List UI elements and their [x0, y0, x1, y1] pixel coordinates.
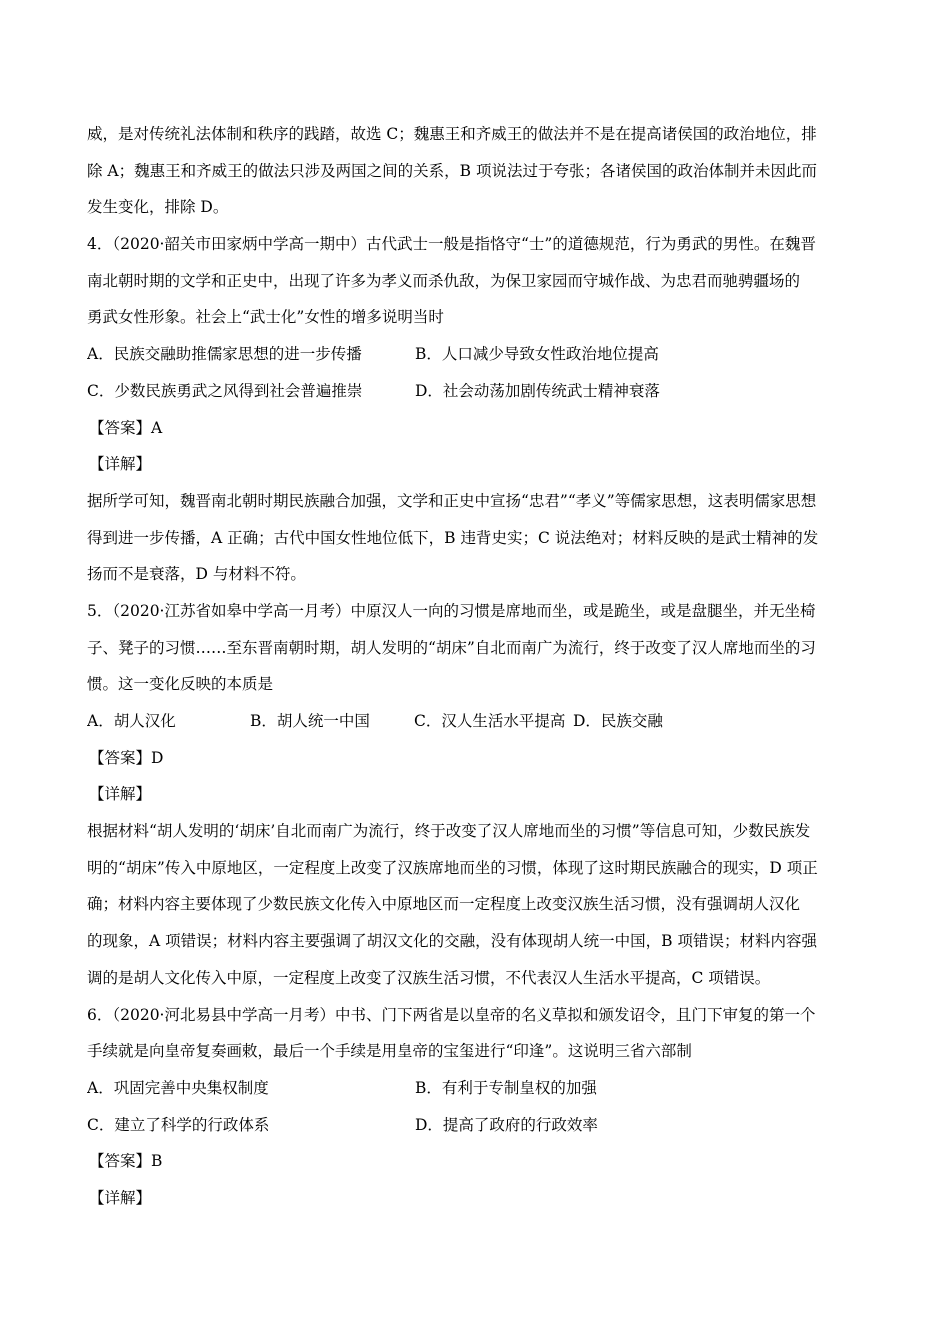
detail-line: 调的是胡人文化传入中原，一定程度上改变了汉族生活习惯，不代表汉人生活水平提高，C 项错误。	[87, 968, 771, 987]
question-stem-line: 子、凳子的习惯……至东晋南朝时期，胡人发明的“胡床”自北而南广为流行，终于改变了汉人席地而坐的习	[87, 638, 816, 657]
answer-label: 【答案】D	[89, 748, 164, 767]
question-stem-line: 手续就是向皇帝复奏画敕，最后一个手续是用皇帝的宝玺进行“印逢”。这说明三省六部制	[87, 1042, 692, 1061]
option-d: D．民族交融	[573, 712, 663, 730]
paragraph-line: 威，是对传统礼法体制和秩序的践踏，故选 C；魏惠王和齐威王的做法并不是在提高诸侯国的政治地位，排	[87, 125, 817, 143]
option-a: A．巩固完善中央集权制度	[87, 1078, 269, 1097]
paragraph-line: 除 A；魏惠王和齐威王的做法只涉及两国之间的关系，B 项说法过于夸张；各诸侯国的政治体制并未因此而	[87, 161, 817, 180]
option-c: C．少数民族勇武之风得到社会普遍推崇	[87, 381, 363, 400]
question-5	[87, 593, 867, 997]
detail-label: 【详解】	[89, 785, 152, 804]
option-c: C．建立了科学的行政体系	[87, 1115, 270, 1134]
answer-label: 【答案】A	[89, 418, 163, 437]
detail-line: 明的“胡床”传入中原地区，一定程度上改变了汉族席地而坐的习惯，体现了这时期民族融合的现实，D 项正	[87, 858, 818, 877]
option-row	[87, 373, 867, 410]
option-b: B．有利于专制皇权的加强	[415, 1078, 597, 1097]
option-row	[87, 336, 867, 373]
detail-label: 【详解】	[89, 1188, 152, 1207]
detail-line: 扬而不是衰落，D 与材料不符。	[87, 565, 306, 584]
option-row	[87, 1107, 867, 1144]
option-d: D．社会动荡加剧传统武士精神衰落	[415, 381, 660, 400]
question-stem-line: 6．（2020·河北易县中学高一月考）中书、门下两省是以皇帝的名义草拟和颁发诏令，且门下审复的第一个	[87, 1005, 816, 1024]
question-stem-line: 5．（2020·江苏省如皋中学高一月考）中原汉人一向的习惯是席地而坐，或是跪坐，或是盘腿坐，并无坐椅	[87, 601, 816, 620]
paragraph-line: 发生变化，排除 D。	[87, 198, 229, 217]
detail-line: 得到进一步传播，A 正确；古代中国女性地位低下，B 违背史实；C 说法绝对；材料反映的是武士精神的发	[87, 528, 819, 547]
question-stem-line: 南北朝时期的文学和正史中，出现了许多为孝义而杀仇敌，为保卫家园而守城作战、为忠君而驰骋疆场的	[87, 271, 801, 290]
question-stem-line: 4．（2020·韶关市田家炳中学高一期中）古代武士一般是指恪守“士”的道德规范，行为勇武的男性。在魏晋	[87, 235, 816, 254]
detail-line: 确；材料内容主要体现了少数民族文化传入中原地区而一定程度上改变汉族生活习惯，没有强调胡人汉化	[87, 895, 801, 914]
document-page	[87, 116, 867, 1217]
option-row	[87, 703, 867, 740]
question-4	[87, 226, 867, 593]
question-stem-line: 惯。这一变化反映的本质是	[87, 675, 274, 694]
question-stem-line: 勇武女性形象。社会上“武士化”女性的增多说明当时	[87, 308, 444, 327]
option-c: C．汉人生活水平提高	[414, 712, 566, 730]
detail-line: 的现象，A 项错误；材料内容主要强调了胡汉文化的交融，没有体现胡人统一中国，B 项错误；材料内容强	[87, 932, 817, 951]
option-a: A．民族交融助推儒家思想的进一步传播	[87, 345, 362, 364]
question-6	[87, 997, 867, 1217]
detail-line: 据所学可知，魏晋南北朝时期民族融合加强，文学和正史中宣扬“忠君”“孝义”等儒家思想，这表明儒家思想	[87, 491, 817, 510]
option-b: B．胡人统一中国	[250, 712, 370, 730]
answer-label: 【答案】B	[89, 1152, 163, 1171]
option-a: A．胡人汉化	[87, 712, 176, 730]
detail-label: 【详解】	[89, 455, 152, 474]
detail-line: 根据材料“胡人发明的‘胡床’自北而南广为流行，终于改变了汉人席地而坐的习惯”等信息可知，少数民族发	[87, 822, 811, 841]
option-d: D．提高了政府的行政效率	[415, 1115, 598, 1134]
option-b: B．人口减少导致女性政治地位提高	[415, 345, 659, 364]
option-row	[87, 1070, 867, 1107]
